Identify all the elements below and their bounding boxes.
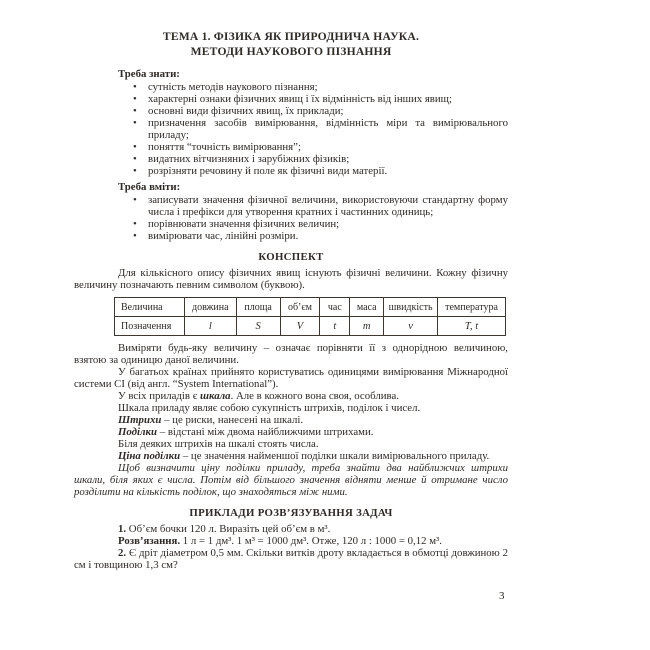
- definition-tsina-podilky: [74, 450, 508, 462]
- know-list: [74, 81, 508, 177]
- task-text: Об’єм бочки 120 л. Виразіть цей об’єм в м³.: [126, 523, 331, 535]
- definition-term: Штрихи: [118, 414, 162, 426]
- table-cell: площа: [236, 298, 280, 317]
- paragraph-measure: Виміряти будь-яку величину – означає порівняти її з однорідною величиною, взятою за одиницю даної величини.: [74, 342, 508, 366]
- table-cell: l: [184, 317, 236, 336]
- table-cell: t: [320, 317, 350, 336]
- table-row: [115, 317, 506, 336]
- page-title-line2: МЕТОДИ НАУКОВОГО ПІЗНАННЯ: [190, 44, 392, 58]
- paragraph-numbers: Біля деяких штрихів на шкалі стоять числа.: [118, 438, 319, 450]
- task-number: 1.: [118, 523, 127, 535]
- table-cell: час: [320, 298, 350, 317]
- list-item: • розрізняти речовину й поле як фізичні види матерії.: [74, 165, 508, 177]
- table-cell: T, t: [438, 317, 506, 336]
- definition-text: – це риски, нанесені на шкалі.: [161, 414, 304, 426]
- paragraph-scale-pre: У всіх приладів є: [118, 390, 201, 402]
- definition-text: – це значення найменшої поділки шкали вимірювального приладу.: [180, 450, 490, 462]
- task-number: 2.: [118, 547, 127, 559]
- table-cell: об’єм: [280, 298, 320, 317]
- list-item: • записувати значення фізичної величини, використовуючи стандартну форму числа і префікси для утворення кратних і частинних одиниць;: [74, 194, 508, 218]
- definition-text: – відстані між двома найближчими штрихами.: [157, 426, 374, 438]
- list-item: • видатних вітчизняних і зарубіжних фізиків;: [74, 153, 508, 165]
- list-item: • сутність методів наукового пізнання;: [74, 81, 508, 93]
- definition-shtryhy: [74, 414, 508, 426]
- table-cell: v: [384, 317, 438, 336]
- paragraph-scale2: Шкала приладу являє собою сукупність штрихів, поділок і чисел.: [118, 402, 421, 414]
- quantities-table: [114, 297, 506, 336]
- konspekt-heading: КОНСПЕКТ: [258, 251, 324, 263]
- list-item: • характерні ознаки фізичних явищ і їх відмінність від інших явищ;: [74, 93, 508, 105]
- task-1: [74, 523, 508, 535]
- page-title: [74, 30, 508, 59]
- paragraph-si: У багатьох країнах прийнято користуватись одиницями вимірювання Міжнародної системи СІ (від англ. “System International”).: [74, 366, 508, 390]
- table-cell: довжина: [184, 298, 236, 317]
- task-2: [74, 547, 508, 571]
- definition-term: Ціна поділки: [118, 450, 181, 462]
- table-cell: S: [236, 317, 280, 336]
- able-heading: Треба вміти:: [118, 181, 181, 193]
- definition-term: Поділки: [118, 426, 158, 438]
- list-item: • вимірювати час, лінійні розміри.: [74, 230, 508, 242]
- solution-label: Розв’язання.: [118, 535, 181, 547]
- page-number: 3: [499, 590, 505, 602]
- table-cell: маса: [350, 298, 384, 317]
- table-cell: температура: [438, 298, 506, 317]
- page-content: [74, 30, 508, 571]
- task-text: Є дріт діаметром 0,5 мм. Скільки витків дроту вкладається в обмотці довжиною 2 см і товщиною 1,3 см?: [74, 547, 508, 571]
- definition-podilky: [74, 426, 508, 438]
- solution-text: 1 л = 1 дм³. 1 м³ = 1000 дм³. Отже, 120 л : 1000 = 0,12 м³.: [180, 535, 442, 547]
- paragraph-scale-post: . Але в кожного вона своя, особлива.: [230, 390, 399, 402]
- able-list: [74, 194, 508, 242]
- table-row-label: Величина: [115, 298, 185, 317]
- table-row-label: Позначення: [115, 317, 185, 336]
- term-shkala: шкала: [200, 390, 231, 402]
- examples-heading: ПРИКЛАДИ РОЗВ’ЯЗУВАННЯ ЗАДАЧ: [189, 507, 393, 519]
- page-title-line1: ТЕМА 1. ФІЗИКА ЯК ПРИРОДНИЧА НАУКА.: [162, 30, 420, 43]
- task-1-solution: [74, 535, 508, 547]
- table-cell: V: [280, 317, 320, 336]
- know-heading: Треба знати:: [118, 68, 180, 80]
- list-item: • порівнювати значення фізичних величин;: [74, 218, 508, 230]
- list-item: • поняття “точність вимірювання”;: [74, 141, 508, 153]
- note-paragraph: Щоб визначити ціну поділки приладу, треба знайти два найближчих штрихи шкали, біля яких є числа. Потім від більшого значення відняти менше й отримане число розділити на кількість поділок, що знаходяться між ними.: [74, 462, 508, 498]
- table-cell: швидкість: [384, 298, 438, 317]
- konspekt-intro: Для кількісного опису фізичних явищ існують фізичні величини. Кожну фізичну величину позначають певним символом (буквою).: [74, 267, 508, 291]
- list-item: • основні види фізичних явищ, їх приклади;: [74, 105, 508, 117]
- table-cell: m: [350, 317, 384, 336]
- paragraph-scale: [74, 390, 508, 402]
- table-row: [115, 298, 506, 317]
- list-item: • призначення засобів вимірювання, відмінність міри та вимірювального приладу;: [74, 117, 508, 141]
